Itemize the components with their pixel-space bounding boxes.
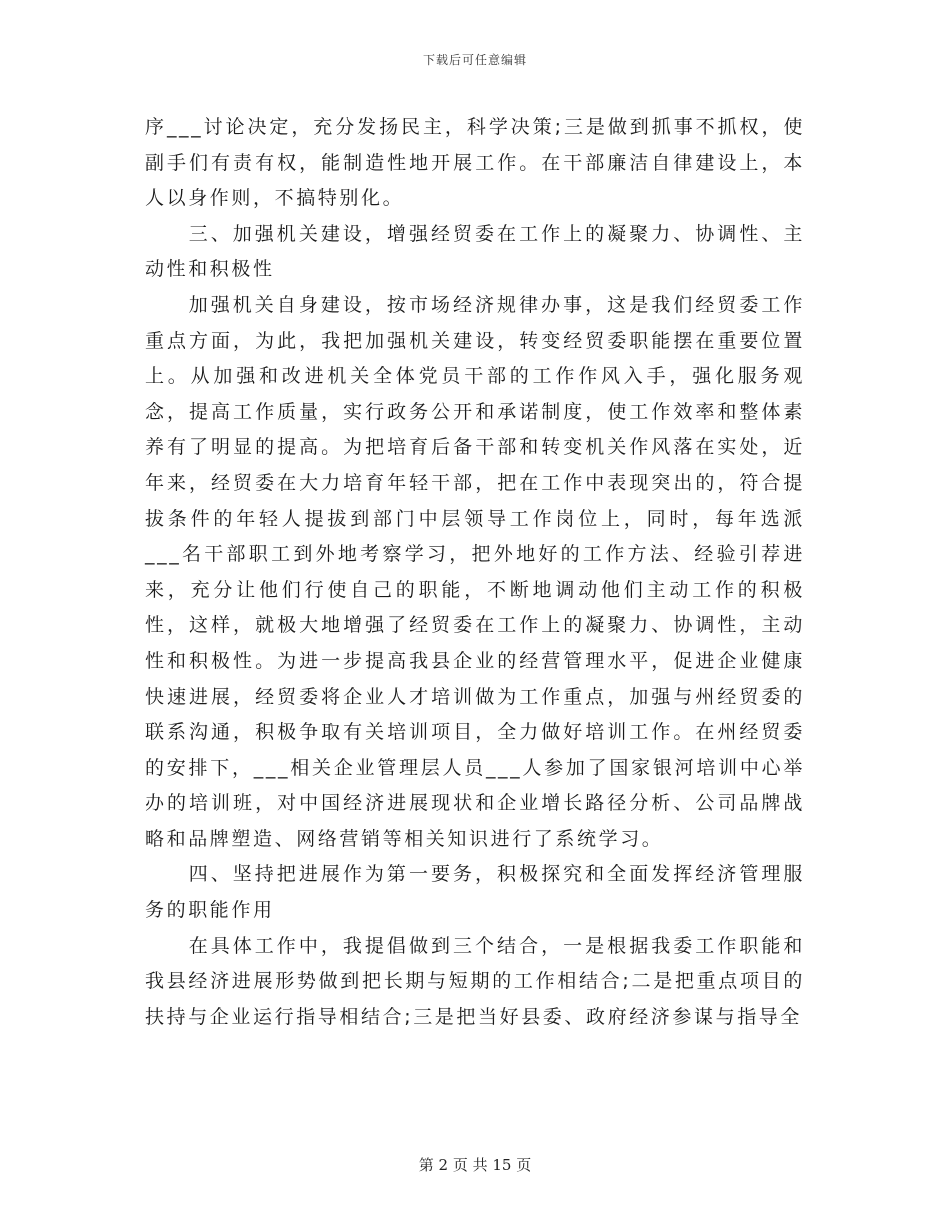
section-heading-three: 三、加强机关建设，增强经贸委在工作上的凝聚力、协调性、主动性和积极性 (145, 222, 805, 281)
paragraph-continuation: 序___讨论决定，充分发扬民主，科学决策;三是做到抓事不抓权，使副手们有责有权，能制造性地开展工作。在干部廉洁自律建设上，本人以身作则，不搞特别化。 (145, 116, 805, 210)
page-header: 下载后可任意编辑 (422, 53, 527, 67)
paragraph-three-combinations: 在具体工作中，我提倡做到三个结合，一是根据我委工作职能和我县经济进展形势做到把长期与短期的工作相结合;二是把重点项目的扶持与企业运行指导相结合;三是把当好县委、政府经济参谋与指导全 (145, 934, 805, 1028)
paragraph-organization-building: 加强机关自身建设，按市场经济规律办事，这是我们经贸委工作重点方面，为此，我把加强机关建设，转变经贸委职能摆在重要位置上。从加强和改进机关全体党员干部的工作作风入手，强化服务观念，提高工作质量，实行政务公开和承诺制度，使工作效率和整体素养有了明显的提高。为把培育后备干部和转变机关作风落在实处，近年来，经贸委在大力培育年轻干部，把在工作中表现突出的，符合提拔条件的年轻人提拔到部门中层领导工作岗位上，同时，每年选派___名干部职工到外地考察学习，把外地好的工作方法、经验引荐进来，充分让他们行使自己的职能，不断地调动他们主动工作的积极性，这样，就极大地增强了经贸委在工作上的凝聚力、协调性，主动性和积极性。为进一步提高我县企业的经营管理水平，促进企业健康快速进展，经贸委将企业人才培训做为工作重点，加强与州经贸委的联系沟通，积极争取有关培训项目，全力做好培训工作。在州经贸委的安排下，___相关企业管理层人员___人参加了国家银河培训中心举办的培训班，对中国经济进展现状和企业增长路径分析、公司品牌战略和品牌塑造、网络营销等相关知识进行了系统学习。 (145, 293, 805, 850)
section-heading-four: 四、坚持把进展作为第一要务，积极探究和全面发挥经济管理服务的职能作用 (145, 863, 805, 922)
document-body (145, 110, 805, 1035)
page-footer: 第 2 页 共 15 页 (418, 1156, 532, 1174)
